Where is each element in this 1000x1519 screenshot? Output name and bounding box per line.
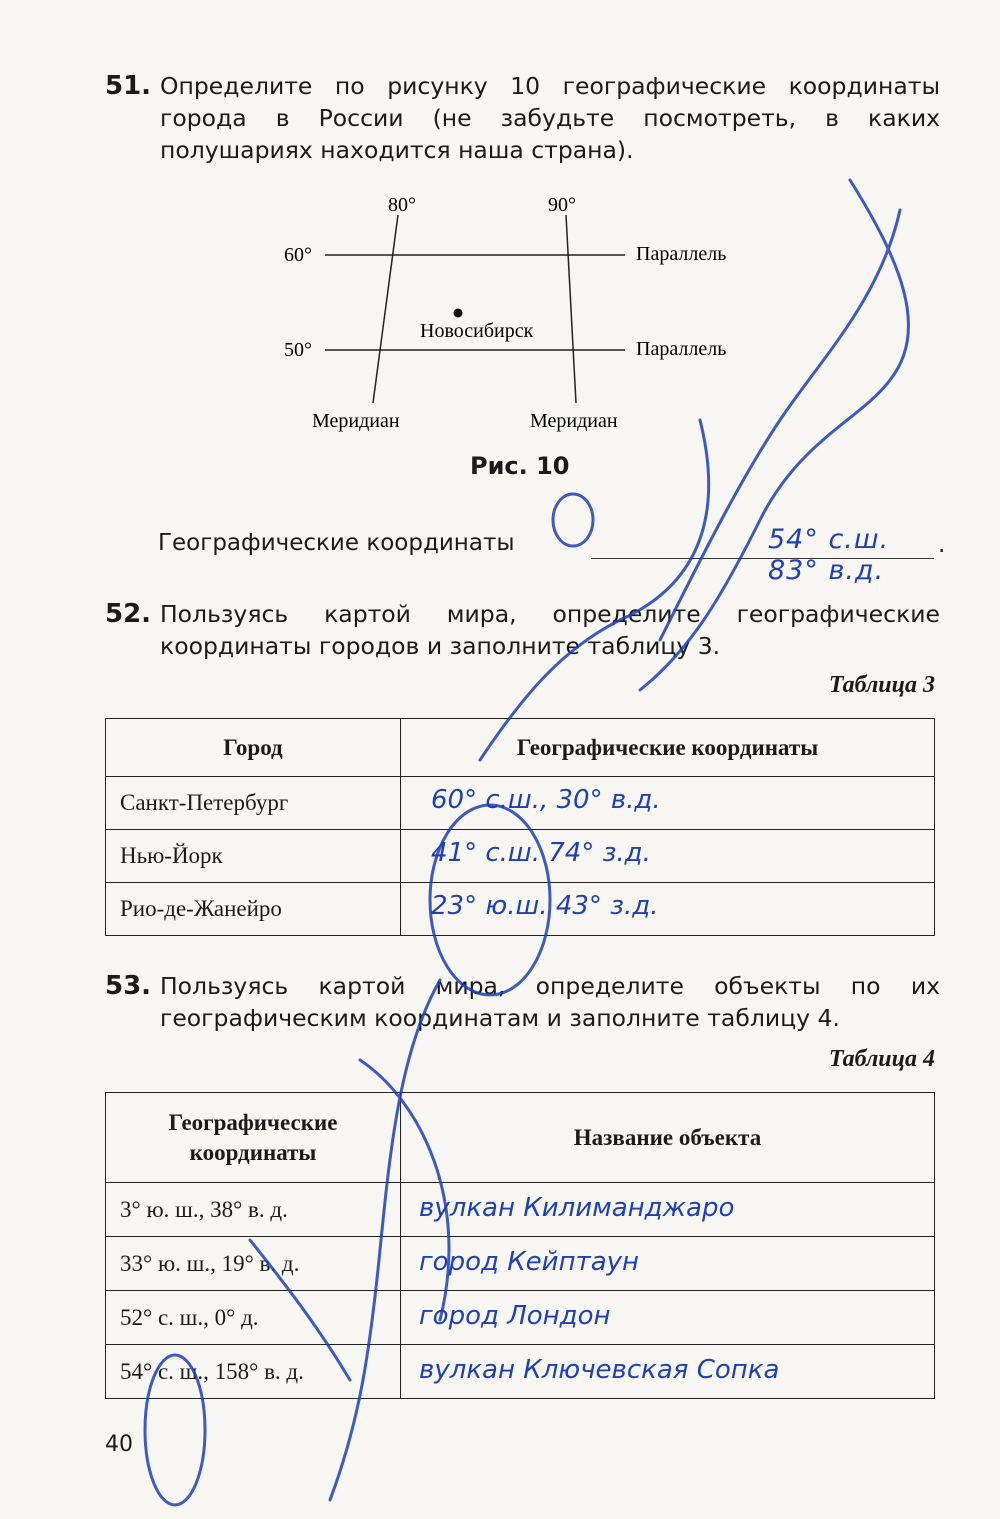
table-4 [105,1092,935,1399]
coords-cell [401,830,935,883]
coordinates-answer [158,524,948,586]
coords-cell [401,883,935,936]
handwritten-answer: вулкан Ключевская Сопка [419,1355,780,1385]
task-52 [105,598,940,662]
table-3-title: Таблица 3 [828,672,935,698]
coords-cell: 3° ю. ш., 38° в. д. [106,1183,401,1237]
lon-left-label: 80° [388,194,416,216]
coords-cell [401,777,935,830]
table-row [106,1183,935,1237]
handwritten-answer: 41° с.ш. 74° з.д. [431,838,651,868]
task-text: Пользуясь картой мира, определите географические координаты городов и заполните таблицу 3. [160,600,940,660]
header-object-name: Название объекта [401,1093,935,1183]
parallel-top-label: Параллель [636,243,727,265]
table-row [106,1291,935,1345]
table-header-row [106,719,935,777]
task-number: 53. [105,971,152,1001]
handwritten-answer: вулкан Килиманджаро [419,1193,735,1223]
header-city: Город [106,719,401,777]
handwritten-coordinates: 54° с.ш. 83° в.д. [768,524,890,586]
name-cell [401,1183,935,1237]
parallel-bottom-label: Параллель [636,338,727,360]
page-number: 40 [105,1432,133,1457]
city-cell: Рио-де-Жанейро [106,883,401,936]
lat-top-label: 60° [284,244,312,266]
city-cell: Нью-Йорк [106,830,401,883]
figure-10 [270,185,790,445]
table-row [106,1345,935,1399]
meridian-right-line [566,215,576,403]
table-row [106,830,935,883]
end-dot: . [938,532,946,558]
coords-cell: 33° ю. ш., 19° в. д. [106,1237,401,1291]
coordinate-grid-diagram [270,185,790,445]
meridian-right-label: Меридиан [530,410,618,432]
name-cell [401,1345,935,1399]
lat-bottom-label: 50° [284,339,312,361]
table-row [106,1237,935,1291]
table-row [106,883,935,936]
city-label: Новосибирск [420,320,534,342]
handwritten-answer: 23° ю.ш. 43° з.д. [431,891,659,921]
table-row [106,777,935,830]
handwritten-answer: 60° с.ш., 30° в.д. [431,785,661,815]
coordinates-label: Географические координаты [158,530,515,556]
coords-cell: 54° с. ш., 158° в. д. [106,1345,401,1399]
coords-cell: 52° с. ш., 0° д. [106,1291,401,1345]
task-number: 51. [105,71,152,101]
header-coordinates: Географические координаты [106,1093,401,1183]
task-53 [105,970,940,1034]
city-cell: Санкт-Петербург [106,777,401,830]
name-cell [401,1291,935,1345]
city-point [454,309,463,318]
meridian-left-line [373,215,398,403]
table-header-row [106,1093,935,1183]
table-4-title: Таблица 4 [828,1046,935,1072]
task-text: Определите по рисунку 10 географические координаты города в России (не забудьте посмотреть, в каких полушариях находится наша страна). [160,72,940,164]
task-text: Пользуясь картой мира, определите объекты по их географическим координатам и заполните таблицу 4. [160,972,940,1032]
header-coordinates: Географические координаты [401,719,935,777]
lon-right-label: 90° [548,194,576,216]
handwritten-answer: город Лондон [419,1301,611,1331]
table-3 [105,718,935,936]
handwritten-answer: город Кейптаун [419,1247,640,1277]
task-51 [105,70,940,166]
name-cell [401,1237,935,1291]
task-number: 52. [105,599,152,629]
meridian-left-label: Меридиан [312,410,400,432]
figure-caption: Рис. 10 [470,452,570,480]
